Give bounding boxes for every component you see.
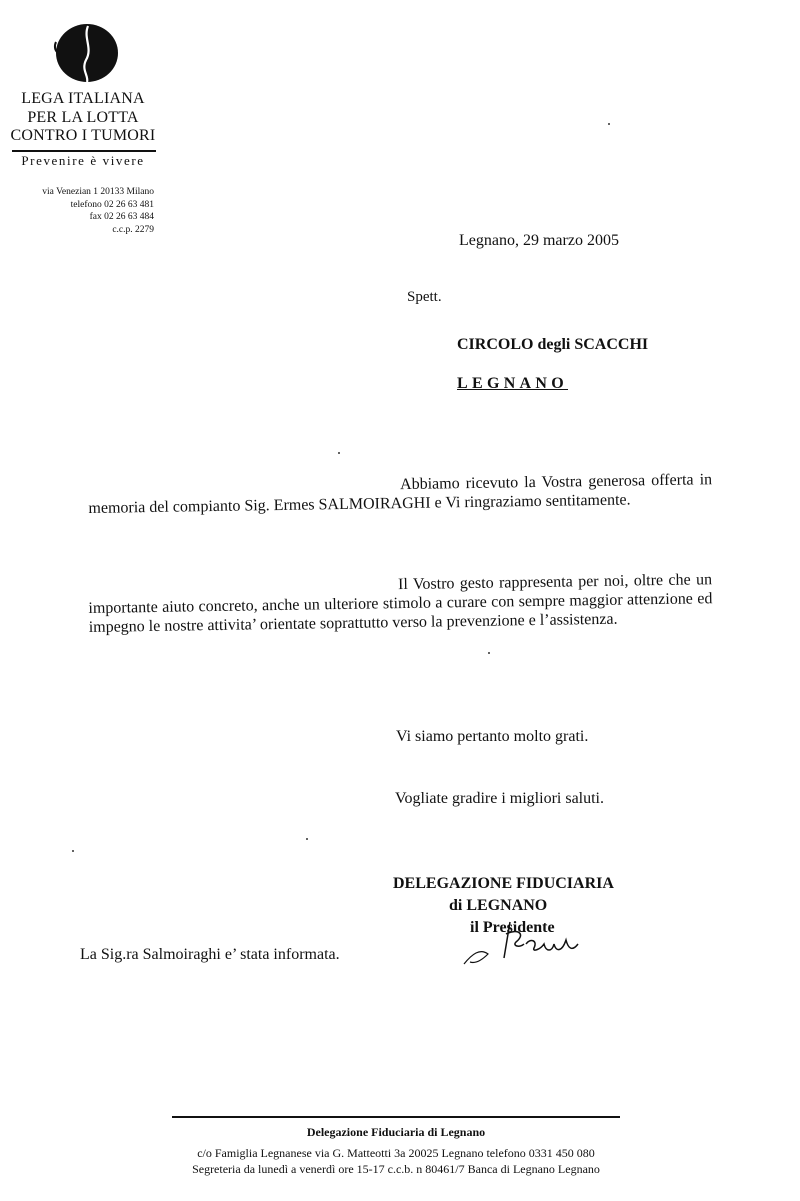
informed-note: La Sig.ra Salmoiraghi e’ stata informata. [80,946,340,963]
organization-name [8,90,158,146]
scan-speck [608,123,610,125]
scan-speck [488,652,490,654]
salutation: Spett. [407,289,442,305]
handwritten-signature-icon [458,914,582,970]
organization-address [4,186,154,236]
org-line: LEGA ITALIANA [21,90,145,107]
body-paragraph: Abbiamo ricevuto la Vostra generosa offerta in memoria del compianto Sig. Ermes SALMOIRAGHI e Vi ringraziamo sentitamente. [88,471,713,517]
footer-hours: Segreteria da lunedì a venerdì ore 15-17 c.c.b. n 80461/7 Banca di Legnano Legnano [192,1162,600,1176]
scan-speck [338,452,340,454]
organization-logo-icon [52,20,120,84]
letter-date: Legnano, 29 marzo 2005 [459,232,619,249]
org-line: PER LA LOTTA [27,108,139,126]
body-paragraph: Il Vostro gesto rappresenta per noi, oltre che un importante aiuto concreto, anche un ulteriore stimolo a curare con sempre maggior attenzione ed impegno le nostre attivita’ orientate soprattutto verso la prevenzione e l’assistenza. [88,571,713,636]
footer-title: Delegazione Fiduciaria di Legnano [306,1125,486,1139]
closing-line: Vogliate gradire i migliori saluti. [395,790,604,807]
org-line: CONTRO I TUMORI [10,127,156,144]
signature-line: DELEGAZIONE FIDUCIARIA [393,875,614,892]
signature-line: il Presidente [470,919,555,936]
footer-divider [172,1116,620,1118]
recipient-city: LEGNANO [457,375,568,392]
address-line: via Venezian 1 20133 Milano [42,187,154,197]
address-line: fax 02 26 63 484 [89,212,154,222]
address-line: telefono 02 26 63 481 [70,199,154,210]
thanks-line: Vi siamo pertanto molto grati. [396,728,589,745]
scan-speck [306,838,308,840]
recipient-name: CIRCOLO degli SCACCHI [457,336,649,353]
footer-address: c/o Famiglia Legnanese via G. Matteotti 3a 20025 Legnano telefono 0331 450 080 [197,1146,595,1160]
organization-motto: Prevenire è vivere [21,153,145,168]
scan-speck [72,850,74,852]
letterhead-divider [12,150,156,152]
signature-line: di LEGNANO [449,897,548,914]
address-line: c.c.p. 2279 [112,224,154,235]
